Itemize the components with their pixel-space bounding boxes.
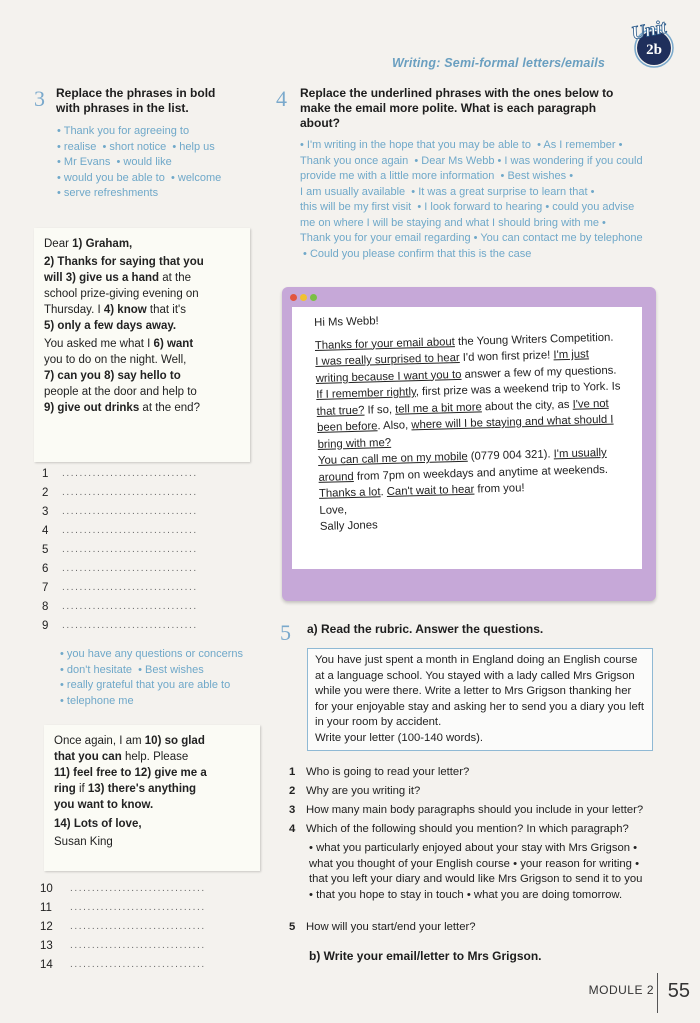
answer-blank[interactable]: ............................... [70, 940, 206, 951]
exercise-5a-instruction: a) Read the rubric. Answer the questions. [307, 622, 544, 636]
instruction-line: Replace the phrases in bold [56, 86, 216, 100]
unit-number: 2b [646, 42, 662, 58]
answer-number: 4 [42, 525, 49, 537]
email-text-span: (0779 004 321). [467, 448, 554, 463]
letter-signature: Susan King [54, 836, 113, 848]
options-text: • what you particularly enjoyed about your stay with Mrs Grigson • what you thought of your English course • your reason for writing • that you left your diary and would like Mrs Grigson to send it to you • that you hope to stay in touch • what you are doing tomorrow. [309, 842, 643, 901]
answer-blank[interactable]: ............................... [70, 902, 206, 913]
exercise-4-number: 4 [276, 86, 287, 111]
letter-text: You asked me what I [44, 338, 151, 350]
underlined-phrase: writing because I want you to [315, 368, 462, 385]
letter-text: 11) feel free to 12) give me a [54, 767, 207, 779]
phrase-item: would you be able to [63, 171, 165, 184]
phrase-item: would like [123, 156, 172, 168]
email-text-span: from 7pm on weekdays and anytime at weekends. [353, 463, 609, 483]
window-maximize-dot[interactable] [310, 294, 317, 301]
window-close-dot[interactable] [290, 294, 297, 301]
question-text: Who is going to read your letter? [306, 766, 470, 778]
letter-note-1 [34, 228, 250, 462]
letter-text: 10) so glad [144, 735, 205, 747]
letter-text: that it's [149, 304, 186, 316]
letter-text: ring [54, 783, 76, 795]
email-text-span: . Also, [377, 419, 412, 433]
question-text: Which of the following should you mention? In which paragraph? [306, 823, 629, 835]
letter-text: 6) want [153, 338, 194, 350]
underlined-phrase: I'm just [553, 348, 590, 362]
letter-text: 5) only a few days away. [44, 320, 177, 332]
answer-blank[interactable]: ............................... [62, 487, 198, 498]
answer-number: 2 [42, 487, 49, 499]
underlined-phrase: Thanks a lot [318, 486, 381, 500]
email-text-span: the Young Writers Competition. [454, 331, 614, 348]
instruction-line: Replace the underlined phrases with the ones below to [300, 86, 614, 100]
email-window [282, 287, 656, 601]
answer-number: 6 [42, 563, 49, 575]
module-label: MODULE 2 [588, 983, 654, 997]
phrase-item: could you advise me on where I will be staying and what I should bring with me [300, 201, 635, 229]
exercise-4-instruction [300, 86, 660, 131]
letter-text: 1) [72, 238, 83, 250]
letter-text: Dear [44, 238, 69, 250]
instruction-line: make the email more polite. What is each paragraph [300, 101, 597, 115]
email-text-span: I'd won first prize! [459, 349, 554, 364]
underlined-phrase: Thanks for your email about [314, 335, 455, 352]
answer-lines-2 [40, 883, 252, 978]
letter-text: at the end? [142, 402, 200, 414]
exercise-3-number: 3 [34, 86, 45, 111]
email-text-span: from you! [474, 482, 525, 496]
phrase-item: realise [63, 140, 97, 153]
underlined-phrase: tell me a bit more [394, 400, 482, 416]
question-list [289, 765, 659, 945]
phrase-item: short notice [109, 140, 167, 153]
underlined-phrase: I'm usually [553, 446, 607, 461]
underlined-phrase: Can't wait to hear [386, 483, 475, 499]
question-text: How will you start/end your letter? [306, 921, 476, 933]
answer-number: 7 [42, 582, 49, 594]
phrase-item: Thank you for agreeing to [63, 125, 190, 137]
underlined-phrase: been before [316, 420, 378, 434]
answer-number: 3 [42, 506, 49, 518]
answer-number: 11 [40, 902, 52, 914]
email-text-span: answer a few of my questions. [461, 364, 617, 381]
phrase-item: You can contact me by telephone [480, 232, 643, 244]
letter-note-2 [44, 725, 260, 871]
phrase-item: Thank you once again [300, 154, 409, 167]
email-signature: Sally Jones [319, 519, 378, 533]
answer-number: 8 [42, 601, 49, 613]
rubric-text: Write your letter (100-140 words). [315, 731, 484, 744]
email-text-span: . [380, 486, 387, 499]
underlined-phrase: around [318, 470, 354, 484]
underlined-phrase: You can call me on my mobile [317, 450, 468, 467]
question-number: 2 [289, 785, 296, 797]
letter-text: Thursday. I [44, 304, 101, 316]
email-greeting: Hi Ms Webb! [314, 315, 379, 329]
exercise-5b-instruction: b) Write your email/letter to Mrs Grigson. [309, 949, 542, 963]
answer-lines-1 [42, 468, 252, 638]
letter-text: you to do on the night. Well, [44, 354, 187, 366]
phrase-list-3: • Thank you for agreeing to • realise • short notice • help us • Mr Evans • would like • would you be able to • welcome • serve refreshments [57, 125, 222, 199]
email-text-span: , first prize was a weekend trip to York. Is [415, 380, 621, 399]
phrase-item: I look forward to hearing [424, 201, 543, 213]
question-text: How many main body paragraphs should you include in your letter? [306, 804, 644, 816]
phrase-item: don't hesitate [66, 663, 133, 676]
unit-label: Unit [629, 16, 669, 45]
phrase-item: I was wondering if you could provide me with a little more information [300, 154, 643, 182]
phrase-list-3b: • you have any questions or concerns • don't hesitate • Best wishes • really grateful that you are able to • telephone me [60, 648, 244, 707]
question-number: 1 [289, 766, 296, 778]
instruction-line: with phrases in the list. [56, 101, 189, 115]
email-text-span: If so, [364, 403, 396, 417]
rubric-box [307, 648, 653, 751]
phrase-item: I'm writing in the hope that you may be able to [306, 139, 531, 151]
letter-text: 9) give out drinks [44, 402, 140, 414]
answer-blank[interactable]: ............................... [70, 959, 206, 970]
letter-text: 4) know [103, 304, 147, 316]
phrase-item: I am usually available [300, 185, 406, 198]
phrase-item: Could you please confirm that this is the case [309, 247, 532, 260]
phrase-item: you have any questions or concerns [66, 648, 244, 660]
answer-blank[interactable]: ............................... [62, 601, 198, 612]
question-text: Why are you writing it? [306, 785, 421, 797]
answer-blank[interactable]: ............................... [70, 883, 206, 894]
answer-blank[interactable]: ............................... [62, 563, 198, 574]
answer-blank[interactable]: ............................... [62, 506, 198, 517]
underlined-phrase: bring with me? [317, 436, 392, 451]
answer-number: 9 [42, 620, 49, 632]
answer-number: 12 [40, 921, 53, 933]
phrase-item: welcome [177, 171, 222, 184]
phrase-item: telephone me [66, 694, 134, 707]
footer-divider [657, 973, 658, 1013]
phrase-item: this will be my first visit [300, 201, 412, 213]
question-number: 5 [289, 921, 296, 933]
rubric-text: You have just spent a month in England doing an English course at a language school. You stayed with a lady called Mrs Grigson while you were there. Write a letter to Mrs Grigson thanking her for your enjoyable stay and asking her to send you a diary you left in your room by accident. [315, 654, 645, 728]
answer-number: 14 [40, 959, 53, 971]
phrase-item: serve refreshments [63, 187, 159, 199]
underlined-phrase: that true? [316, 404, 365, 418]
phrase-item: really grateful that you are able to [66, 679, 231, 691]
phrase-item: help us [179, 140, 215, 153]
email-body [292, 307, 642, 569]
answer-blank[interactable]: ............................... [62, 620, 198, 631]
letter-text: that you can [54, 751, 122, 763]
exercise-3-instruction [56, 86, 215, 116]
unit-badge [622, 14, 682, 74]
answer-blank[interactable]: ............................... [62, 525, 198, 536]
email-text-span: about the city, as [481, 398, 573, 413]
exercise-5-number: 5 [280, 620, 291, 645]
answer-number: 13 [40, 940, 53, 952]
answer-blank[interactable]: ............................... [62, 582, 198, 593]
letter-text: if [78, 783, 85, 795]
phrase-item: It was a great surprise to learn that [418, 185, 588, 198]
phrase-item: As I remember [543, 139, 616, 151]
phrase-list-4: • I'm writing in the hope that you may be able to • As I remember • Thank you once again • Dear Ms Webb • I was wondering if you could provide me with a little more information • Best wishes • I am usually available • It was a great surprise to learn that • this will be my first visit • I look forward to hearing • could you advise me on where I will be staying and what I should bring with me • Thank you for your email regarding • You can contact me by telephone • Could you please confirm that this is the case [300, 139, 643, 260]
letter-text: Graham, [85, 238, 133, 250]
question-number: 3 [289, 804, 296, 816]
letter-text: 14) Lots of love, [54, 818, 142, 830]
letter-text: you want to know. [54, 799, 154, 811]
underlined-phrase: where will I be staying and what should I [411, 413, 614, 432]
underlined-phrase: I was really surprised to hear [315, 351, 460, 368]
letter-text: help. Please [124, 751, 189, 763]
letter-text: Once again, I am [54, 735, 142, 747]
answer-blank[interactable]: ............................... [70, 921, 206, 932]
underlined-phrase: If I remember rightly [316, 386, 416, 401]
page-number: 55 [667, 980, 690, 1002]
phrase-item: Best wishes [145, 663, 204, 676]
underlined-phrase: I've not [572, 397, 609, 411]
letter-text: school prize-giving evening on [44, 288, 199, 300]
email-closing: Love, [319, 503, 348, 517]
letter-text: 2) Thanks for saying that you [44, 256, 204, 268]
answer-number: 1 [42, 468, 49, 480]
instruction-line: about? [300, 116, 340, 130]
email-text [314, 306, 638, 535]
window-minimize-dot[interactable] [300, 294, 307, 301]
section-title: Writing: Semi-formal letters/emails [392, 56, 606, 70]
letter-text: people at the door and help to [44, 386, 197, 398]
answer-blank[interactable]: ............................... [62, 468, 198, 479]
phrase-item: Mr Evans [63, 156, 111, 168]
letter-text: 13) there's anything [87, 783, 197, 795]
phrase-item: Dear Ms Webb [421, 154, 495, 167]
phrase-item: Thank you for your email regarding [300, 232, 471, 244]
letter-text: at the [162, 272, 192, 284]
answer-number: 5 [42, 544, 49, 556]
answer-number: 10 [40, 883, 53, 895]
answer-blank[interactable]: ............................... [62, 544, 198, 555]
question-number: 4 [289, 823, 296, 835]
letter-text: 7) can you 8) say hello to [44, 370, 181, 382]
letter-text: will 3) give us a hand [44, 272, 160, 284]
phrase-item: Best wishes [507, 170, 567, 182]
